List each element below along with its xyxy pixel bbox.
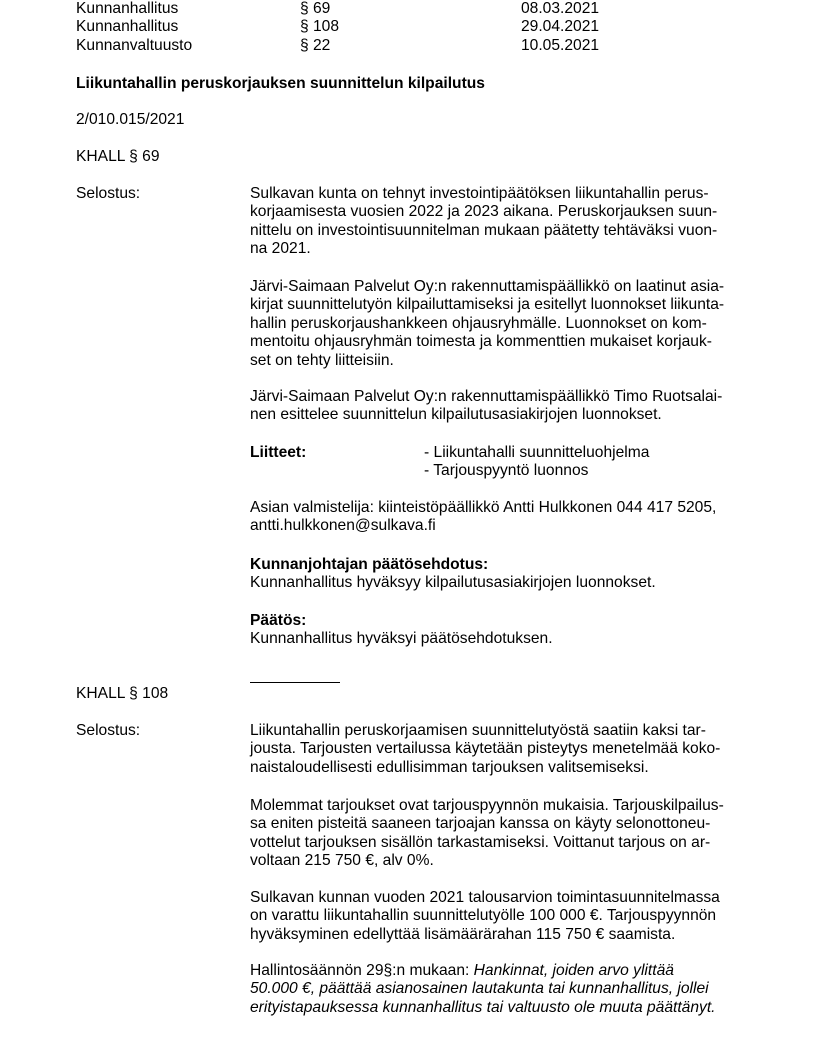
khall108-paragraph-3: [250, 889, 720, 944]
text-line: Sulkavan kunta on tehnyt investointipäätöksen liikuntahallin perus-: [250, 185, 709, 202]
text-line: kirjat suunnittelutyön kilpailuttamiseksi ja esitellyt luonnokset liikunta-: [250, 296, 725, 314]
history-date: 08.03.2021: [521, 0, 600, 17]
history-section: § 108: [300, 18, 340, 35]
khall108-paragraph-4: [250, 962, 716, 1017]
text-line: Liikuntahallin peruskorjaamisen suunnittelutyöstä saatiin kaksi tar-: [250, 722, 706, 739]
selostus-label-69: Selostus:: [76, 185, 141, 202]
text-line: Järvi-Saimaan Palvelut Oy:n rakennuttamispäällikkö Timo Ruotsalai-: [250, 388, 723, 405]
selostus-label-108: Selostus:: [76, 722, 141, 739]
decision-heading: Päätös:: [250, 612, 307, 629]
khall69-paragraph-1: [250, 185, 717, 259]
regulation-reference: Hallintosäännön 29§:n mukaan:: [250, 962, 474, 979]
history-section: § 69: [300, 0, 331, 17]
history-date: 10.05.2021: [521, 37, 600, 54]
text-line: [250, 962, 716, 980]
proposal-heading: Kunnanjohtajan päätösehdotus:: [250, 556, 489, 573]
history-section: § 22: [300, 37, 331, 54]
history-body: Kunnanvaltuusto: [76, 37, 193, 54]
text-line: mentoitu ohjausryhmän toimesta ja kommenttien mukaiset korjauk-: [250, 333, 712, 351]
khall69-paragraph-2: [250, 278, 724, 370]
attachment-item: - Liikuntahalli suunnitteluohjelma: [424, 444, 650, 461]
history-body: Kunnanhallitus: [76, 18, 179, 35]
history-date: 29.04.2021: [521, 18, 600, 35]
text-line: jousta. Tarjousten vertailussa käytetään pisteytys menetelmää koko-: [250, 740, 721, 758]
preparer-email: antti.hulkkonen@sulkava.fi: [250, 517, 436, 535]
text-line: korjaamisesta vuosien 2022 ja 2023 aikana. Peruskorjauksen suun-: [250, 203, 718, 221]
text-line: Sulkavan kunnan vuoden 2021 talousarvion toimintasuunnitelmassa: [250, 889, 720, 906]
text-line: na 2021.: [250, 240, 311, 258]
khall108-paragraph-1: [250, 722, 720, 777]
text-line: Molemmat tarjoukset ovat tarjouspyynnön mukaisia. Tarjouskilpailus-: [250, 797, 724, 814]
attachments-label: Liitteet:: [250, 444, 307, 461]
document-title: Liikuntahallin peruskorjauksen suunnittelun kilpailutus: [76, 75, 485, 92]
proposal-text: Kunnanhallitus hyväksyy kilpailutusasiakirjojen luonnokset.: [250, 574, 656, 591]
attachment-item: - Tarjouspyyntö luonnos: [424, 462, 589, 479]
history-body: Kunnanhallitus: [76, 0, 179, 17]
text-line: hallin peruskorjaushankkeen ohjausryhmälle. Luonnokset on kom-: [250, 314, 707, 332]
text-line: Järvi-Saimaan Palvelut Oy:n rakennuttamispäällikkö on laatinut asia-: [250, 278, 725, 295]
text-line: nittelu on investointisuunnitelman mukaan päätetty tehtäväksi vuon-: [250, 221, 718, 239]
text-line: on varattu liikuntahallin suunnittelutyölle 100 000 €. Tarjouspyynnön: [250, 907, 717, 925]
text-line: voltaan 215 750 €, alv 0%.: [250, 852, 434, 870]
decision-text: Kunnanhallitus hyväksyi päätösehdotuksen.: [250, 630, 553, 647]
text-line: set on tehty liitteisiin.: [250, 351, 394, 369]
text-line: sa eniten pisteitä saaneen tarjoajan kanssa on käyty selonottoneu-: [250, 815, 711, 833]
section-heading-108: KHALL § 108: [76, 685, 169, 702]
regulation-quote: Hankinnat, joiden arvo ylittää: [473, 962, 674, 979]
text-line: naistaloudellisesti edullisimman tarjouksen valitsemiseksi.: [250, 758, 649, 776]
record-number: 2/010.015/2021: [76, 111, 185, 128]
regulation-quote: 50.000 €, päättää asianosainen lautakunta tai kunnanhallitus, jollei: [250, 980, 709, 998]
text-line: Asian valmistelija: kiinteistöpäällikkö Antti Hulkkonen 044 417 5205,: [250, 499, 717, 516]
section-divider: [250, 682, 340, 683]
text-line: hyväksyminen edellyttää lisämäärärahan 115 750 € saamista.: [250, 925, 676, 943]
preparer-info: [250, 499, 716, 536]
section-heading-69: KHALL § 69: [76, 148, 160, 165]
regulation-quote: erityistapauksessa kunnanhallitus tai valtuusto ole muuta päättänyt.: [250, 998, 716, 1016]
khall69-paragraph-3: [250, 388, 722, 425]
text-line: vottelut tarjouksen sisällön tarkastamiseksi. Voittanut tarjous on ar-: [250, 833, 711, 851]
khall108-paragraph-2: [250, 797, 724, 871]
text-line: nen esittelee suunnittelun kilpailutusasiakirjojen luonnokset.: [250, 406, 662, 424]
